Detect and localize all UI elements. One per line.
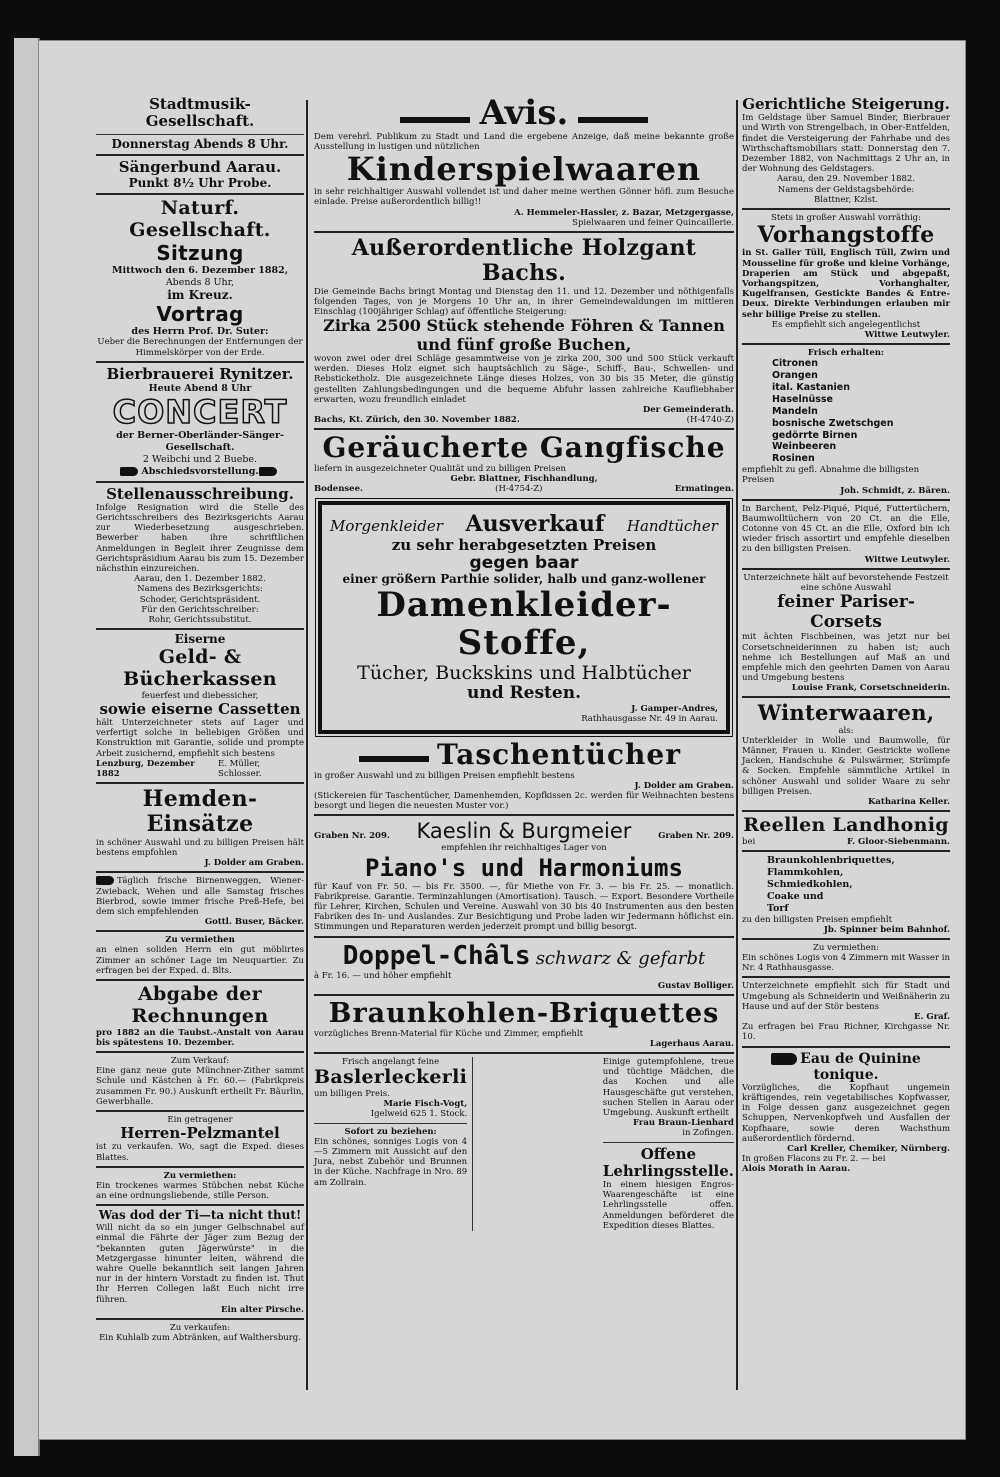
page-edge bbox=[14, 38, 40, 1456]
place-line: im Kreuz. bbox=[167, 287, 233, 302]
column-rule-left bbox=[306, 100, 308, 1390]
ad-body: ist zu verkaufen. Wo, sagt die Exped. dieses Blattes. bbox=[96, 1142, 304, 1163]
ad-title: Stadtmusik-Gesellschaft. bbox=[145, 95, 255, 131]
detail-line: 2 Weibchi und 2 Buebe. bbox=[142, 453, 258, 465]
date-line: Aarau, den 1. Dezember 1882. bbox=[134, 574, 266, 585]
subtitle: feuerfest und diebessicher, bbox=[141, 690, 259, 701]
ad-body: In einem hiesigen Engros-Waarengeschäfte ist eine Lehrlingsstelle offen. Anmeldungen beförderet die Expedition dieses Blattes. bbox=[602, 1180, 734, 1231]
sign-line: J. Gamper-Andres, bbox=[631, 703, 718, 714]
ad-fische bbox=[314, 433, 734, 494]
ad-title: Zu vermiethen: bbox=[163, 1170, 237, 1181]
ad-birnen bbox=[96, 876, 304, 927]
sign-line: A. Hemmeler-Hassler, z. Bazar, Metzgergasse, bbox=[514, 207, 734, 218]
ornament-bar bbox=[400, 117, 470, 123]
reference-code: (H-4754-Z) bbox=[495, 484, 543, 495]
performer-line: der Berner-Oberländer-Sänger-Gesellschaft. bbox=[116, 430, 284, 454]
ad-vermiethen-1 bbox=[96, 935, 304, 976]
ad-body: In Barchent, Pelz-Piqué, Piqué, Futtertüchern, Baumwolltüchern von 20 Ct. an die Elle, Cotonne von 45 Ct. an die Elle, Oxford bin ich wieder frisch assortirt und empfehle dieselben zu den billigsten Preisen. bbox=[742, 503, 950, 555]
subtitle: als: bbox=[838, 725, 854, 736]
ad-steigerung bbox=[742, 96, 950, 205]
list-item: Braunkohlenbriquettes, bbox=[767, 855, 895, 867]
list-item: bosnische Zwetschgen bbox=[772, 417, 894, 429]
sign-line: Joh. Schmidt, z. Bären. bbox=[840, 485, 950, 496]
ad-title: Geld- & Bücherkassen bbox=[123, 645, 277, 690]
ad-title: Avis. bbox=[479, 93, 569, 133]
sign-line: Rohr, Gerichtssubstitut. bbox=[148, 614, 252, 625]
ad-body: an einen soliden Herrn ein gut möblirtes Zimmer an schöner Lage im Neuquartier. Zu erfragen bei der Exped. d. Blts. bbox=[96, 945, 304, 976]
ad-title: Stellenausschreibung. bbox=[106, 484, 294, 503]
ad-title: Ausverkauf bbox=[465, 510, 605, 537]
ad-line: Tücher, Buckskins und Halbtücher bbox=[357, 661, 691, 684]
ad-rechnungen bbox=[96, 984, 304, 1048]
sign-line: Carl Kreller, Chemiker, Nürnberg. bbox=[787, 1143, 950, 1154]
ad-body-2: Es empfiehlt sich angelegentlichst bbox=[771, 319, 921, 330]
sign-line: Gebr. Blattner, Fischhandlung, bbox=[450, 474, 598, 485]
ad-lehrling bbox=[603, 1146, 734, 1231]
sign-line: Spielwaaren und feiner Quincaillerie. bbox=[572, 217, 734, 228]
address-right: Graben Nr. 209. bbox=[658, 831, 734, 842]
ad-body: für Kauf von Fr. 50. — bis Fr. 3500. —, für Miethe von Fr. 3. — bis Fr. 25. — monatlich. Fabrikpreise. Garantie. Terminzahlungen (Amortisation). Tausch. — Export. Besondere Vortheile für Lehrer, Kirchen, Schulen und Vereine. Auswahl von 30 bis 40 Instrumenten aus den besten Fabriken des In- und Auslandes. Zur Besichtigung und Probe laden wir Jedermann höflichst ein. Stimmungen und Reparaturen werden jederzeit prompt und billig besorgt. bbox=[314, 881, 734, 933]
ad-vermiethen-3 bbox=[742, 943, 950, 974]
ad-stellen bbox=[96, 486, 304, 626]
ad-stadtmusik bbox=[96, 96, 304, 151]
ad-basler bbox=[314, 1057, 467, 1120]
list-item: Weinbeeren bbox=[772, 441, 837, 453]
ad-body: Eine ganz neue gute Münchner-Zither sammt Schule und Kästchen à Fr. 60.— (Fabrikpreis zusammen Fr. 90.) Auskunft ertheilt Fr. Bäurlin, Gewerbhalle. bbox=[96, 1066, 304, 1107]
ad-headline: Damenkleider-Stoffe, bbox=[376, 585, 672, 663]
ad-body: empfiehlt zu gefl. Abnahme die billigsten Preisen bbox=[742, 465, 920, 486]
ad-body: in großer Auswahl und zu billigen Preisen empfiehlt bestens bbox=[314, 770, 575, 781]
ad-vermiethen-2 bbox=[96, 1171, 304, 1202]
sign-line: F. Gloor-Siebenmann. bbox=[846, 836, 950, 847]
newspaper-page bbox=[38, 40, 966, 1440]
ad-title: Kaeslin & Burgmeier bbox=[416, 819, 632, 844]
sitzung-heading: Sitzung bbox=[156, 241, 244, 266]
farewell-text: Abschiedsvorstellung. bbox=[141, 465, 259, 477]
ad-body: Einige gutempfohlene, treue und tüchtige Mädchen, die das Kochen und alle Hausgeschäfte gut verstehen, suchen Stellen in Aarau oder Umgebung. Auskunft ertheilt bbox=[602, 1057, 734, 1118]
ad-title-2: sowie eiserne Cassetten bbox=[99, 699, 301, 718]
ad-body: Die Gemeinde Bachs bringt Montag und Dienstag den 11. und 12. Dezember und nöthigenfalls folgenden Tages, von je Morgens 10 Uhr an, in ihrer Gemeindewaldungen im mittleren Einschlag (100jähriger Schlag) auf öffentliche Steigerung: bbox=[314, 286, 734, 317]
ad-body: Infolge Resignation wird die Stelle des Gerichtsschreibers des Bezirksgerichts Aarau zur Wiederbesetzung ausgeschrieben. Bewerber haben ihre schriftlichen Anmeldungen in Begleit ihrer Zeugnisse dem Gerichtspräsidium Aarau bis zum 15. Dezember nächsthin einzureichen. bbox=[96, 502, 304, 575]
sign-line: Blattner, Kzlst. bbox=[814, 194, 878, 205]
ad-body: zu den billigsten Preisen empfiehlt bbox=[742, 914, 892, 925]
ad-line: und Resten. bbox=[467, 682, 581, 703]
ad-body-2: wovon zwei oder drei Schläge gesammtweise von je zirka 200, 300 und 500 Stück verkauft werden. Dieses Holz eignet sich hauptsächlich zu Säge-, Schiff-, Bau-, Schwellen- und Rebsticketholz. Die ausgezeichnete Länge dieses Holzes, von 30 bis 35 Meter, die günstig gestellten Zahlungsbedingungen und die bequeme Abfuhr lassen zahlreiche Kaufliebhaber erwarten, wozu freundlich einladet bbox=[314, 353, 734, 405]
ad-briquettes bbox=[314, 999, 734, 1049]
ad-title: Frisch erhalten: bbox=[807, 348, 885, 359]
ad-winter bbox=[742, 701, 950, 807]
kicker: Frisch angelangt feine bbox=[341, 1057, 440, 1068]
list-item: Haselnüsse bbox=[772, 393, 833, 405]
ad-kuhlalb bbox=[96, 1323, 304, 1343]
list-item: Mandeln bbox=[772, 405, 818, 417]
ad-body: Will nicht da so ein junger Gelbschnabel auf einmal die Fährte der Jäger zum Bezug der "bekannten guten Jägerwürste" in die Metzgergasse hinunter leiten, während die wahre Quelle bekanntlich seit langen Jahren nur in der hintern Vorstadt zu finden ist. Thut Ihr Herren Collegen laßt Euch nicht irre führen. bbox=[96, 1223, 304, 1305]
ad-title: Offene Lehrlingsstelle. bbox=[602, 1144, 734, 1180]
ad-line: Punkt 8½ Uhr Probe. bbox=[128, 175, 272, 190]
fuel-list bbox=[742, 855, 950, 914]
ad-title: Abgabe der Rechnungen bbox=[131, 983, 269, 1027]
ad-title: Vorhangstoffe bbox=[757, 222, 935, 249]
ad-body: mit ächten Fischbeinen, was jetzt nur bei Corsetschneiderinnen zu haben ist; auch nehme ich Bestellungen auf Maß an und empfehle mich den geehrten Damen von Aarau und Umgebung bestens bbox=[742, 632, 950, 684]
ad-title: Zu vermiethen: bbox=[812, 942, 880, 953]
split-divider bbox=[472, 1057, 598, 1231]
pointing-hand-icon bbox=[771, 1053, 797, 1065]
ad-line: gegen baar bbox=[469, 552, 579, 573]
ad-avis bbox=[314, 93, 734, 228]
sign-line: Wittwe Leutwyler. bbox=[864, 329, 950, 340]
ad-kaeslin bbox=[314, 819, 734, 932]
split-ads bbox=[314, 1057, 734, 1231]
ornament-bar bbox=[359, 756, 429, 762]
ad-tita bbox=[96, 1209, 304, 1314]
ad-schneiderin bbox=[742, 981, 950, 1042]
price-line: In großen Flacons zu Fr. 2. — bei bbox=[742, 1154, 886, 1165]
ad-headline: Piano's und Harmoniums bbox=[365, 853, 683, 882]
ad-body: in sehr reichhaltiger Auswahl vollendet ist und daher meine werthen Gönner höfl. zum Besuche einlade. Preise außerordentlich billig!! bbox=[314, 187, 734, 208]
ad-title: Sängerbund Aarau. bbox=[118, 158, 282, 177]
vortrag-heading: Vortrag bbox=[156, 301, 244, 326]
ad-body: vorzügliches Brenn-Material für Küche und Zimmer, empfiehlt bbox=[314, 1028, 584, 1039]
ad-title: feiner Pariser-Corsets bbox=[777, 592, 915, 632]
ad-title: Bierbrauerei Rynitzer. bbox=[106, 364, 294, 383]
ad-title: Was dod der Ti—ta nicht thut! bbox=[98, 1208, 302, 1223]
ornament-bar bbox=[578, 117, 648, 123]
address-line: Rathhausgasse Nr. 49 in Aarau. bbox=[581, 713, 718, 724]
list-item: Torf bbox=[767, 902, 789, 914]
subtitle: empfehlen ihr reichhaltiges Lager von bbox=[441, 843, 607, 854]
ad-corsets bbox=[742, 573, 950, 694]
ad-doppel bbox=[314, 941, 734, 991]
sign-line: Namens des Bezirksgerichts: bbox=[137, 584, 263, 595]
time-line: Abends 8 Uhr, bbox=[165, 276, 235, 288]
address-line: Igelweid 625 1. Stock. bbox=[370, 1109, 468, 1120]
ad-body: Ein Kuhlalb zum Abtränken, auf Walthersburg. bbox=[99, 1333, 301, 1344]
ad-title: Doppel-Châls bbox=[342, 940, 531, 971]
ad-body: Vorzügliches, die Kopfhaut ungemein kräftigendes, rein vegetabilisches Kopfwasser, in Folge dessen ganz ausgezeichnet gegen Schuppen, Nervenkopfweh und Ausfallen der Kopfhaare, sowie deren Wachsthum außerordentlich fördernd. bbox=[742, 1082, 950, 1144]
ad-body: in St. Galler Tüll, Englisch Tüll, Zwirn und Mousseline für große und kleine Vorhänge, Draperien am Stück und abgepaßt, Vorhangspitzen, Vorhanghalter, Kugelfransen, Gestickte Bandes & Entre-Deux. Direkte Verbindungen erlauben mir sehr billige Preise zu stellen. bbox=[742, 248, 950, 320]
ad-title: Naturf. Gesellschaft. bbox=[129, 197, 271, 242]
split-right bbox=[603, 1057, 734, 1231]
ad-body-2: (Stickereien für Taschentücher, Damenhemden, Kopfkissen 2c. werden für Weihnachten bestens besorgt und liegen die neuesten Muster vor.) bbox=[314, 791, 734, 812]
sign-line: E. Müller, Schlosser. bbox=[218, 758, 262, 779]
ad-quinine bbox=[742, 1051, 950, 1175]
ad-barchent bbox=[742, 504, 950, 565]
date-line: Aarau, den 29. November 1882. bbox=[776, 174, 916, 185]
place-line: in Zofingen. bbox=[682, 1128, 734, 1139]
left-label: Morgenkleider bbox=[330, 516, 443, 535]
sign-line: Lagerhaus Aarau. bbox=[649, 1038, 734, 1049]
sign-line: J. Dolder am Graben. bbox=[204, 858, 304, 869]
ad-magd bbox=[603, 1057, 734, 1139]
ad-title: Außerordentliche Holzgant Bachs. bbox=[351, 235, 697, 287]
split-left bbox=[314, 1057, 467, 1231]
sign-line: Ein alter Pirsche. bbox=[221, 1304, 304, 1315]
ad-line: zu sehr herabgesetzten Preisen bbox=[391, 535, 657, 554]
ad-taschen bbox=[314, 737, 734, 812]
list-item: Coake und bbox=[767, 890, 824, 902]
ad-body: Unterkleider in Wolle und Baumwolle, für Männer, Frauen u. Kinder. Gestrickte wollene Jacken, Handschuhe & Pulswärmer, Strümpfe & Socken. Empfehle sämmtliche Artikel in schöner Auswahl und solider Waare zu sehr billigen Preisen. bbox=[742, 735, 950, 797]
sign-line: Wittwe Leutwyler. bbox=[864, 554, 950, 565]
place-line: Bachs, Kt. Zürich, den 30. November 1882. bbox=[314, 415, 520, 426]
ad-title: Zum Verkauf: bbox=[170, 1056, 230, 1067]
address-line: Zu erfragen bei Frau Richner, Kirchgasse Nr. 10. bbox=[742, 1022, 950, 1043]
kicker: Ein getragener bbox=[167, 1115, 233, 1126]
ad-bierbrauerei bbox=[96, 366, 304, 478]
ad-holz bbox=[314, 236, 734, 425]
middle-column bbox=[314, 93, 734, 1231]
list-item: ital. Kastanien bbox=[772, 382, 850, 394]
right-column bbox=[742, 96, 950, 1174]
sign-line: Alois Morath in Aarau. bbox=[742, 1164, 851, 1175]
ad-body: in schöner Auswahl und zu billigen Preisen hält bestens empfohlen bbox=[96, 837, 304, 858]
ad-body: Täglich frische Birnenweggen, Wiener-Zwieback, Wehen und alle Samstag frisches Bierbrod, sowie immer frische Preß-Hefe, bei dem sich empfehlenden bbox=[96, 876, 304, 917]
list-item: Citronen bbox=[772, 358, 818, 370]
ad-frisch bbox=[742, 348, 950, 496]
sign-line: E. Graf. bbox=[914, 1012, 950, 1022]
ad-intro: Dem verehrl. Publikum zu Stadt und Land die ergebene Anzeige, daß meine bekannte große Ausstellung in lustigen und nützlichen bbox=[314, 131, 734, 152]
ad-pelz bbox=[96, 1115, 304, 1163]
farewell-line bbox=[96, 466, 304, 478]
ad-title: Winterwaaren, bbox=[757, 700, 935, 726]
column-rule-right bbox=[736, 100, 738, 1390]
sign-line: Namens der Geldstagsbehörde: bbox=[777, 184, 915, 195]
sign-line: Gottl. Buser, Bäcker. bbox=[204, 917, 304, 928]
place-left: Bodensee. bbox=[314, 484, 363, 495]
time-line: Heute Abend 8 Uhr bbox=[148, 383, 252, 395]
ad-body: liefern in ausgezeichneter Qualität und zu billigen Preisen bbox=[314, 464, 566, 475]
ad-body: Unterzeichnete empfiehlt sich für Stadt und Umgebung als Schneiderin und Weißnäherin zu Hause und auf der Stör bestens bbox=[742, 981, 950, 1012]
topic-line: Ueber die Berechnungen der Entfernungen der Himmelskörper von der Erde. bbox=[97, 337, 303, 358]
ad-body: um billigen Preis. bbox=[314, 1089, 390, 1100]
ad-ausverkauf bbox=[318, 501, 730, 734]
ad-kohlen bbox=[742, 855, 950, 935]
ad-title: Herren-Pelzmantel bbox=[120, 1124, 280, 1143]
ad-title: Hemden-Einsätze bbox=[142, 786, 258, 838]
list-item: Schmiedkohlen, bbox=[767, 878, 853, 890]
concert-heading: CONCERT bbox=[112, 392, 288, 431]
kicker: Stets in großer Auswahl vorräthig: bbox=[771, 212, 921, 223]
date-line: Mittwoch den 6. Dezember 1882, bbox=[111, 265, 289, 277]
ad-headline: Kinderspielwaaren bbox=[346, 150, 702, 189]
list-item: Rosinen bbox=[772, 453, 815, 465]
ad-body: Ein trockenes warmes Stübchen nebst Küche an eine ordnungsliebende, stille Person. bbox=[96, 1181, 304, 1202]
sign-line: Der Gemeinderath. bbox=[642, 404, 734, 415]
ad-body: Ein schönes Logis von 4 Zimmern mit Wasser in Nr. 4 Rathhausgasse. bbox=[742, 953, 950, 974]
ad-verkauf bbox=[96, 1056, 304, 1107]
ad-body: pro 1882 an die Taubst.-Anstalt von Aarau bis spätestens 10. Dezember. bbox=[96, 1027, 304, 1048]
ad-beziehen bbox=[314, 1127, 467, 1188]
sign-line: Schoder, Gerichtspräsident. bbox=[139, 594, 261, 605]
kicker: Unterzeichnete hält auf bevorstehende Festzeit eine schöne Auswahl bbox=[743, 572, 949, 594]
list-item: Orangen bbox=[772, 370, 818, 382]
sign-line: J. Dolder am Graben. bbox=[634, 780, 734, 791]
ad-body: hält Unterzeichneter stets auf Lager und verfertigt solche in beliebigen Größen und Konstruktion mit Garantie, solide und prompte Arbeit zusichernd, empfiehlt sich bestens bbox=[96, 718, 304, 759]
sign-line: Louise Frank, Corsetschneiderin. bbox=[791, 683, 950, 694]
ad-line: einer größern Parthie solider, halb und ganz-wollener bbox=[342, 572, 706, 587]
sign-line: Jb. Spinner beim Bahnhof. bbox=[823, 924, 950, 935]
address-left: Graben Nr. 209. bbox=[314, 831, 390, 842]
ad-vorhang bbox=[742, 213, 950, 340]
ad-line: Donnerstag Abends 8 Uhr. bbox=[111, 136, 289, 151]
pointing-hand-icon bbox=[120, 467, 138, 476]
ad-body: à Fr. 16. — und höher empfiehlt bbox=[314, 970, 452, 981]
ad-title: Sofort zu beziehen: bbox=[344, 1126, 437, 1137]
ad-title: Reellen Landhonig bbox=[743, 814, 949, 837]
pointing-hand-icon bbox=[259, 467, 277, 476]
list-item: Flammkohlen, bbox=[767, 867, 844, 878]
ad-title-2: schwarz & gefarbt bbox=[535, 947, 706, 969]
left-column bbox=[96, 96, 304, 1343]
ad-title: Gerichtliche Steigerung. bbox=[742, 95, 950, 113]
list-item: gedörrte Birnen bbox=[772, 429, 858, 441]
place-right: Ermatingen. bbox=[674, 484, 734, 495]
sign-line: Für den Gerichtsschreiber: bbox=[141, 604, 259, 615]
ad-title: Geräucherte Gangfische bbox=[322, 431, 726, 465]
produce-list bbox=[742, 358, 950, 465]
ad-title: Baslerleckerli bbox=[314, 1066, 468, 1089]
right-label: Handtücher bbox=[626, 516, 718, 535]
ad-body: Ein schönes, sonniges Logis von 4—5 Zimmern mit Aussicht auf den Jura, nebst Zubehör und Brunnen in der Küche. Nachfrage in Nro. 89 am Zollrain. bbox=[314, 1136, 468, 1188]
ad-body: Im Geldstage über Samuel Binder, Bierbrauer und Wirth von Strengelbach, in Ober-Entfelden, findet die Versteigerung der Fahrhabe und des Wirthschaftsmobiliars statt: Donnerstag den 7. Dezember 1882, von Nachmittags 2 Uhr an, in der Wohnung des Geldstagers. bbox=[742, 113, 950, 175]
ad-hemden bbox=[96, 787, 304, 868]
reference-code: (H-4740-Z) bbox=[686, 415, 734, 426]
ad-title: Taschentücher bbox=[437, 737, 681, 771]
ad-title: Zu vermiethen bbox=[165, 935, 235, 946]
speaker-line: des Herrn Prof. Dr. Suter: bbox=[131, 325, 269, 337]
sign-line: Marie Fisch-Vogt, bbox=[383, 1099, 468, 1110]
ad-title: Eau de Quinine tonique. bbox=[800, 1050, 921, 1083]
ad-saengerbund bbox=[96, 159, 304, 190]
by-label: bei bbox=[742, 836, 756, 847]
ad-title: Zu verkaufen: bbox=[169, 1322, 231, 1333]
sign-line: Katharina Keller. bbox=[868, 796, 950, 807]
pointing-hand-icon bbox=[96, 876, 114, 885]
sign-line: Frau Braun-Lienhard bbox=[633, 1118, 734, 1129]
ad-title: Braunkohlen-Briquettes bbox=[328, 997, 720, 1029]
ad-kassen bbox=[96, 633, 304, 779]
ad-honig bbox=[742, 815, 950, 847]
sign-line: Gustav Bolliger. bbox=[657, 980, 734, 991]
ad-naturf bbox=[96, 198, 304, 357]
kicker: Eiserne bbox=[174, 632, 226, 647]
date-line: Lenzburg, Dezember 1882 bbox=[96, 758, 195, 779]
ad-headline: Zirka 2500 Stück stehende Föhren & Tannen und fünf große Buchen, bbox=[323, 316, 725, 354]
